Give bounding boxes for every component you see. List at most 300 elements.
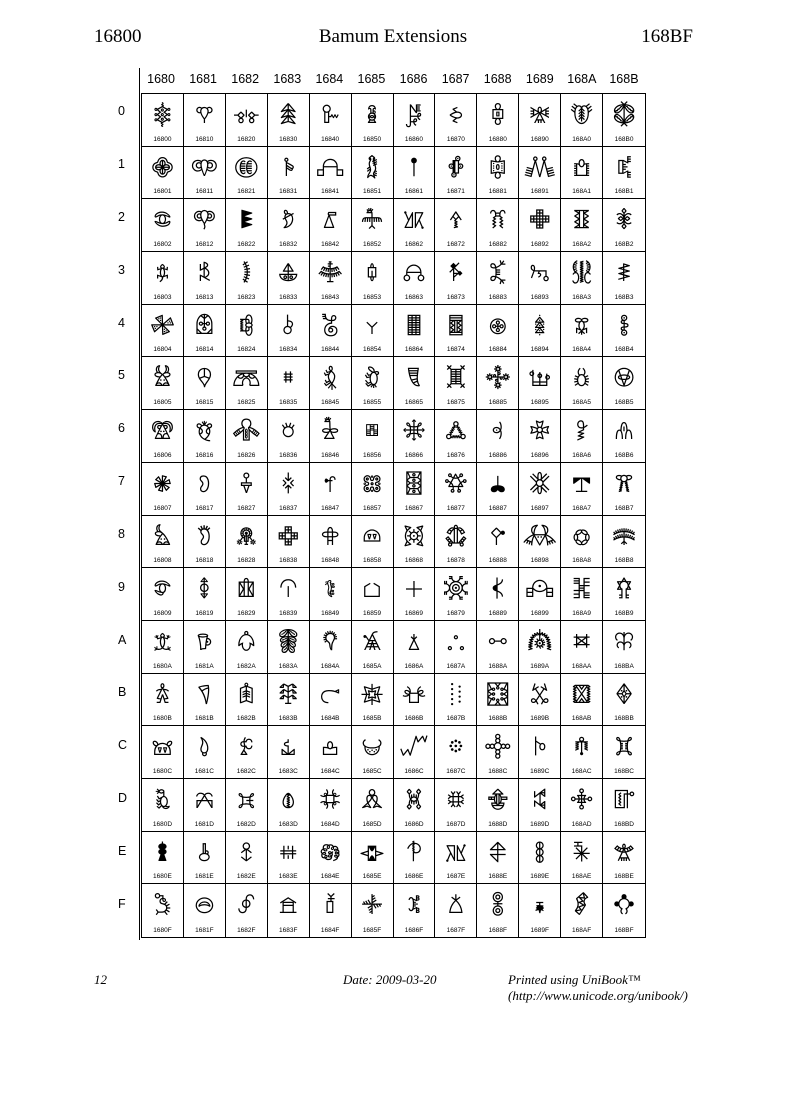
glyph-cell bbox=[310, 621, 352, 674]
code-point-label: 16885 bbox=[488, 399, 507, 407]
glyph-cell bbox=[603, 252, 645, 305]
code-point-label: 168B3 bbox=[614, 293, 634, 301]
glyph: 𖢑 bbox=[523, 152, 557, 182]
code-point-label: 16878 bbox=[446, 557, 465, 565]
code-point-label: 1688C bbox=[488, 767, 508, 775]
code-point-label: 168B5 bbox=[614, 399, 634, 407]
row-header: 5 bbox=[118, 368, 125, 383]
glyph: 𖡔 bbox=[365, 310, 379, 340]
glyph-cell bbox=[142, 832, 184, 885]
glyph-cell bbox=[184, 410, 226, 463]
glyph: 𖡗 bbox=[362, 468, 382, 498]
glyph-cell bbox=[142, 305, 184, 358]
code-point-label: 168A6 bbox=[572, 451, 592, 459]
glyph: 𖡻 bbox=[448, 679, 463, 709]
glyph: 𖡒 bbox=[360, 205, 384, 235]
code-point-label: 16837 bbox=[279, 504, 298, 512]
glyph: 𖠦 bbox=[231, 416, 261, 446]
code-point-label: 16853 bbox=[363, 293, 382, 301]
glyph-cell bbox=[268, 832, 310, 885]
glyph-cell bbox=[352, 357, 394, 410]
glyph: 𖢿 bbox=[613, 890, 636, 920]
glyph: 𖢡 bbox=[571, 152, 592, 182]
glyph: 𖡇 bbox=[323, 468, 337, 498]
glyph-cell bbox=[142, 674, 184, 727]
glyph-cell bbox=[561, 726, 603, 779]
glyph-cell bbox=[352, 779, 394, 832]
glyph: 𖠩 bbox=[236, 574, 257, 604]
glyph-cell bbox=[184, 832, 226, 885]
glyph: 𖠓 bbox=[197, 258, 212, 288]
glyph: 𖡱 bbox=[447, 152, 465, 182]
glyph-cell bbox=[352, 726, 394, 779]
code-point-label: 16814 bbox=[195, 346, 214, 354]
glyph-cell bbox=[435, 463, 477, 516]
code-point-label: 1689F bbox=[530, 927, 549, 934]
code-point-label: 16847 bbox=[321, 504, 340, 512]
code-point-label: 16844 bbox=[321, 346, 340, 354]
glyph: 𖡩 bbox=[404, 574, 424, 604]
glyph-cell bbox=[184, 305, 226, 358]
printed-using: Printed using UniBook™ bbox=[508, 972, 641, 987]
glyph: 𖢩 bbox=[571, 574, 592, 604]
code-point-label: 16872 bbox=[446, 241, 465, 249]
code-point-label: 16890 bbox=[530, 135, 549, 143]
glyph-cell bbox=[603, 147, 645, 200]
glyph: 𖡡 bbox=[409, 152, 419, 182]
code-point-label: 1683B bbox=[278, 715, 298, 723]
glyph-cell bbox=[477, 726, 519, 779]
glyph-cell bbox=[268, 621, 310, 674]
code-point-label: 16876 bbox=[446, 451, 465, 459]
code-point-label: 168B9 bbox=[614, 609, 634, 617]
glyph-cell bbox=[310, 463, 352, 516]
glyph: 𖠨 bbox=[235, 521, 258, 551]
glyph: 𖢽 bbox=[612, 784, 636, 814]
glyph-cell bbox=[352, 621, 394, 674]
code-point-label: 16897 bbox=[530, 504, 549, 512]
glyph: 𖡜 bbox=[361, 732, 383, 762]
glyph-cell bbox=[142, 357, 184, 410]
glyph: 𖢖 bbox=[528, 416, 551, 446]
glyph-cell bbox=[352, 463, 394, 516]
glyph: 𖠉 bbox=[153, 574, 172, 604]
glyph: 𖠡 bbox=[233, 152, 259, 182]
code-point-label: 1686F bbox=[404, 927, 424, 934]
glyph-cell bbox=[268, 147, 310, 200]
code-point-label: 16870 bbox=[446, 135, 465, 143]
glyph: 𖡃 bbox=[317, 258, 344, 288]
glyph-cell bbox=[603, 674, 645, 727]
column-header: 1684 bbox=[315, 72, 344, 86]
glyph-cell bbox=[142, 463, 184, 516]
code-point-label: 1682D bbox=[236, 820, 256, 828]
code-point-label: 1681F bbox=[195, 927, 214, 934]
column-header: 1686 bbox=[399, 72, 428, 86]
glyph: 𖠽 bbox=[281, 784, 296, 814]
code-point-label: 16834 bbox=[279, 346, 298, 354]
code-point-label: 16827 bbox=[237, 504, 256, 512]
code-point-label: 168B8 bbox=[614, 557, 634, 565]
glyph: 𖠈 bbox=[153, 521, 172, 551]
glyph: 𖠖 bbox=[195, 416, 214, 446]
glyph-cell bbox=[226, 199, 268, 252]
code-point-label: 16860 bbox=[404, 135, 423, 143]
code-point-label: 1686E bbox=[404, 873, 424, 881]
row-header: A bbox=[118, 632, 127, 647]
column-header: 1680 bbox=[147, 72, 175, 86]
code-point-label: 168A0 bbox=[572, 135, 592, 143]
glyph: 𖡕 bbox=[363, 363, 381, 393]
code-point-label: 16800 bbox=[153, 135, 172, 143]
glyph: 𖡫 bbox=[401, 679, 427, 709]
code-point-label: 1684B bbox=[320, 715, 340, 723]
glyph-cell bbox=[561, 252, 603, 305]
glyph-cell bbox=[435, 516, 477, 569]
code-point-label: 1684E bbox=[320, 873, 340, 881]
glyph: 𖠌 bbox=[151, 732, 174, 762]
glyph: 𖢲 bbox=[615, 205, 633, 235]
glyph: 𖠧 bbox=[239, 468, 254, 498]
glyph-cell bbox=[352, 516, 394, 569]
code-point-label: 16833 bbox=[279, 293, 298, 301]
code-point-label: 16806 bbox=[153, 451, 172, 459]
glyph-cell bbox=[310, 779, 352, 832]
glyph: 𖢉 bbox=[491, 574, 505, 604]
code-point-label: 16861 bbox=[404, 188, 423, 196]
code-point-label: 168A4 bbox=[572, 346, 592, 354]
glyph-cell bbox=[603, 410, 645, 463]
glyph: 𖢅 bbox=[484, 363, 512, 393]
glyph-cell bbox=[352, 94, 394, 147]
glyph: 𖡰 bbox=[448, 100, 464, 129]
glyph-cell bbox=[184, 147, 226, 200]
glyph: 𖡛 bbox=[360, 679, 384, 709]
glyph: 𖠿 bbox=[278, 890, 298, 920]
glyph: 𖠚 bbox=[196, 626, 213, 656]
code-point-label: 16836 bbox=[279, 451, 298, 459]
glyph: 𖠘 bbox=[197, 521, 212, 551]
glyph-cell bbox=[226, 252, 268, 305]
code-point-label: 16883 bbox=[488, 293, 507, 301]
glyph: 𖠁 bbox=[150, 152, 174, 182]
code-point-label: 16874 bbox=[446, 346, 465, 354]
glyph-cell bbox=[310, 516, 352, 569]
code-chart bbox=[90, 68, 650, 940]
code-point-label: 1685C bbox=[362, 767, 382, 775]
glyph-cell bbox=[226, 357, 268, 410]
code-point-label: 16823 bbox=[237, 293, 256, 301]
glyph-cell bbox=[435, 305, 477, 358]
glyph-cell bbox=[435, 199, 477, 252]
glyph-cell bbox=[184, 357, 226, 410]
glyph: 𖠔 bbox=[194, 310, 215, 340]
glyph: 𖢎 bbox=[488, 837, 507, 867]
glyph: 𖢕 bbox=[528, 363, 552, 393]
glyph-cell bbox=[561, 516, 603, 569]
code-point-label: 16868 bbox=[404, 557, 423, 565]
code-point-label: 16863 bbox=[404, 293, 423, 301]
code-point-label: 16891 bbox=[530, 188, 549, 196]
glyph-cell bbox=[519, 199, 561, 252]
row-header: 2 bbox=[118, 210, 125, 225]
glyph: 𖠤 bbox=[238, 310, 254, 340]
glyph-cell bbox=[268, 516, 310, 569]
glyph-cell bbox=[184, 516, 226, 569]
glyph-cell bbox=[310, 674, 352, 727]
glyph-cell bbox=[226, 147, 268, 200]
code-point-label: 1689C bbox=[530, 767, 550, 775]
range-start: 16800 bbox=[94, 26, 142, 47]
glyph: 𖢙 bbox=[524, 574, 556, 604]
glyph: 𖢃 bbox=[488, 258, 507, 288]
glyph: 𖠄 bbox=[149, 310, 176, 340]
code-point-label: 16873 bbox=[446, 293, 465, 301]
glyph-cell bbox=[394, 884, 436, 937]
glyph-cell bbox=[561, 568, 603, 621]
code-point-label: 168A3 bbox=[572, 293, 592, 301]
glyph-cell bbox=[435, 94, 477, 147]
glyph: 𖢺 bbox=[613, 626, 635, 656]
printed-by bbox=[508, 972, 688, 1004]
code-point-label: 1682E bbox=[236, 873, 256, 881]
code-point-label: 16855 bbox=[363, 399, 382, 407]
glyph-cell bbox=[268, 199, 310, 252]
glyph: 𖠾 bbox=[278, 837, 298, 867]
column-header: 1688 bbox=[483, 72, 512, 86]
glyph: 𖠬 bbox=[238, 732, 254, 762]
glyph: 𖠫 bbox=[237, 679, 255, 709]
code-point-label: 168B0 bbox=[614, 135, 634, 143]
chart-left-rule bbox=[139, 68, 140, 940]
glyph-cell bbox=[226, 884, 268, 937]
code-point-label: 168BF bbox=[614, 927, 634, 934]
glyph: 𖠏 bbox=[153, 890, 172, 920]
glyph: 𖡋 bbox=[319, 679, 341, 709]
glyph: 𖢊 bbox=[487, 626, 508, 656]
code-point-label: 1685F bbox=[362, 927, 382, 934]
glyph: 𖢣 bbox=[570, 258, 593, 288]
glyph-cell bbox=[352, 568, 394, 621]
glyph: 𖢆 bbox=[491, 416, 505, 446]
code-point-label: 1689B bbox=[530, 715, 550, 723]
code-point-label: 1680B bbox=[153, 715, 172, 723]
code-point-label: 1680F bbox=[153, 927, 172, 934]
code-point-label: 16857 bbox=[363, 504, 382, 512]
glyph-cell bbox=[603, 516, 645, 569]
code-point-label: 168BB bbox=[614, 715, 634, 723]
code-point-label: 1687A bbox=[446, 662, 466, 670]
code-point-label: 16871 bbox=[446, 188, 465, 196]
glyph: 𖢤 bbox=[573, 310, 590, 340]
glyph-cell bbox=[352, 305, 394, 358]
glyph-cell bbox=[477, 463, 519, 516]
code-point-label: 168A9 bbox=[572, 609, 592, 617]
glyph: 𖠳 bbox=[277, 258, 299, 288]
glyph: 𖡑 bbox=[365, 152, 379, 182]
code-point-label: 16824 bbox=[237, 346, 256, 354]
glyph-cell bbox=[184, 94, 226, 147]
glyph-cell bbox=[394, 305, 436, 358]
code-point-label: 16875 bbox=[446, 399, 465, 407]
code-point-label: 1688E bbox=[488, 873, 508, 881]
page-title: Bamum Extensions bbox=[318, 26, 468, 47]
glyph-cell bbox=[435, 147, 477, 200]
glyph-cell bbox=[142, 621, 184, 674]
code-point-label: 16829 bbox=[237, 609, 256, 617]
glyph: 𖡄 bbox=[321, 310, 339, 340]
glyph: 𖡅 bbox=[322, 363, 338, 393]
glyph-cell bbox=[435, 252, 477, 305]
glyph-cell bbox=[477, 832, 519, 885]
glyph-cell bbox=[310, 94, 352, 147]
glyph: 𖠴 bbox=[282, 310, 295, 340]
code-point-label: 16817 bbox=[195, 504, 214, 512]
glyph: 𖢸 bbox=[611, 521, 637, 551]
glyph: 𖠎 bbox=[157, 837, 168, 867]
glyph: 𖢾 bbox=[612, 837, 636, 867]
glyph-cell bbox=[477, 516, 519, 569]
print-date: Date: 2009-03-20 bbox=[343, 972, 437, 987]
code-point-label: 1683F bbox=[278, 927, 298, 934]
row-header: 3 bbox=[118, 262, 125, 277]
glyph: 𖢀 bbox=[490, 100, 506, 129]
code-point-label: 1688B bbox=[488, 715, 508, 723]
glyph: 𖠙 bbox=[198, 574, 210, 604]
glyph: 𖠮 bbox=[239, 837, 253, 867]
glyph-cell bbox=[561, 779, 603, 832]
code-point-label: 168A8 bbox=[572, 557, 592, 565]
code-point-label: 16896 bbox=[530, 451, 549, 459]
glyph-cell bbox=[519, 516, 561, 569]
glyph: 𖡸 bbox=[443, 521, 468, 551]
code-point-label: 16831 bbox=[279, 188, 298, 196]
code-point-label: 1687E bbox=[446, 873, 466, 881]
glyph-cell bbox=[519, 357, 561, 410]
glyph-cell bbox=[184, 199, 226, 252]
code-point-label: 168AC bbox=[571, 767, 592, 775]
glyph: 𖠪 bbox=[237, 626, 256, 656]
code-point-label: 1686A bbox=[404, 662, 424, 670]
code-point-label: 1684D bbox=[320, 820, 340, 828]
glyph: 𖡈 bbox=[320, 521, 340, 551]
code-point-label: 1684F bbox=[320, 927, 340, 934]
glyph: 𖢭 bbox=[569, 784, 594, 814]
glyph-cell bbox=[268, 884, 310, 937]
glyph-cell bbox=[226, 568, 268, 621]
code-point-label: 1681C bbox=[194, 767, 214, 775]
glyph: 𖢻 bbox=[615, 679, 633, 709]
code-point-label: 16862 bbox=[404, 241, 423, 249]
code-point-label: 1683D bbox=[278, 820, 298, 828]
code-point-label: 16841 bbox=[321, 188, 340, 196]
glyph: 𖢪 bbox=[572, 626, 591, 656]
code-point-label: 1687C bbox=[446, 767, 466, 775]
glyph: 𖢵 bbox=[613, 363, 635, 393]
glyph: 𖠝 bbox=[194, 784, 214, 814]
glyph: 𖡣 bbox=[402, 258, 426, 288]
code-point-label: 16848 bbox=[321, 557, 340, 565]
glyph-cell bbox=[352, 832, 394, 885]
glyph: 𖡵 bbox=[445, 363, 467, 393]
row-header: 9 bbox=[118, 579, 125, 594]
glyph: 𖢰 bbox=[612, 100, 636, 129]
code-point-label: 1680E bbox=[153, 873, 172, 881]
glyph-cell bbox=[477, 884, 519, 937]
code-point-label: 168BC bbox=[614, 767, 634, 775]
glyph: 𖢳 bbox=[616, 258, 632, 288]
glyph-cell bbox=[394, 621, 436, 674]
code-point-label: 168B2 bbox=[614, 241, 634, 249]
glyph-cell bbox=[226, 410, 268, 463]
glyph-cell bbox=[477, 94, 519, 147]
row-header: 8 bbox=[118, 526, 125, 541]
code-point-label: 16819 bbox=[195, 609, 214, 617]
glyph: 𖡮 bbox=[405, 837, 423, 867]
glyph-cell bbox=[268, 726, 310, 779]
glyph-cell bbox=[394, 199, 436, 252]
glyph-cell bbox=[142, 884, 184, 937]
code-point-label: 16889 bbox=[488, 609, 507, 617]
glyph: 𖢜 bbox=[532, 732, 547, 762]
code-point-label: 16895 bbox=[530, 399, 549, 407]
code-point-label: 16820 bbox=[237, 135, 256, 143]
glyph: 𖡳 bbox=[447, 258, 464, 288]
glyph: 𖡢 bbox=[402, 205, 425, 235]
range-end: 168BF bbox=[641, 26, 693, 47]
code-point-label: 16803 bbox=[153, 293, 172, 301]
glyph-cell bbox=[268, 252, 310, 305]
glyph-cell bbox=[268, 410, 310, 463]
glyph-cell bbox=[226, 779, 268, 832]
glyph-cell bbox=[226, 463, 268, 516]
column-header: 1685 bbox=[357, 72, 386, 86]
code-point-label: 1685A bbox=[362, 662, 382, 670]
glyph-cell bbox=[184, 621, 226, 674]
code-point-label: 16884 bbox=[488, 346, 507, 354]
glyph: 𖠸 bbox=[277, 521, 300, 551]
code-point-label: 1682A bbox=[236, 662, 256, 670]
glyph: 𖡯 bbox=[407, 890, 421, 920]
code-point-label: 16828 bbox=[237, 557, 256, 565]
code-point-label: 168A2 bbox=[572, 241, 592, 249]
row-header: F bbox=[118, 896, 126, 911]
glyph: 𖡧 bbox=[404, 468, 424, 498]
code-point-label: 16830 bbox=[279, 135, 298, 143]
glyph: 𖠼 bbox=[280, 732, 297, 762]
row-header: 0 bbox=[118, 104, 125, 119]
glyph-cell bbox=[435, 674, 477, 727]
glyph-cell bbox=[226, 621, 268, 674]
code-point-label: 1683C bbox=[278, 767, 298, 775]
row-headers bbox=[118, 93, 138, 938]
glyph-cell bbox=[310, 252, 352, 305]
code-point-label: 16899 bbox=[530, 609, 549, 617]
glyph-cell bbox=[435, 832, 477, 885]
glyph-cell bbox=[603, 199, 645, 252]
code-point-label: 168B4 bbox=[614, 346, 634, 354]
glyph-cell bbox=[226, 94, 268, 147]
glyph: 𖢞 bbox=[534, 837, 545, 867]
glyph-cell bbox=[561, 410, 603, 463]
code-point-label: 16887 bbox=[488, 504, 507, 512]
glyph: 𖡤 bbox=[405, 310, 423, 340]
glyph: 𖢦 bbox=[574, 416, 589, 446]
code-point-label: 168BD bbox=[614, 820, 634, 828]
code-point-label: 16852 bbox=[363, 241, 382, 249]
column-header: 168B bbox=[609, 72, 639, 86]
row-header: C bbox=[118, 738, 128, 753]
